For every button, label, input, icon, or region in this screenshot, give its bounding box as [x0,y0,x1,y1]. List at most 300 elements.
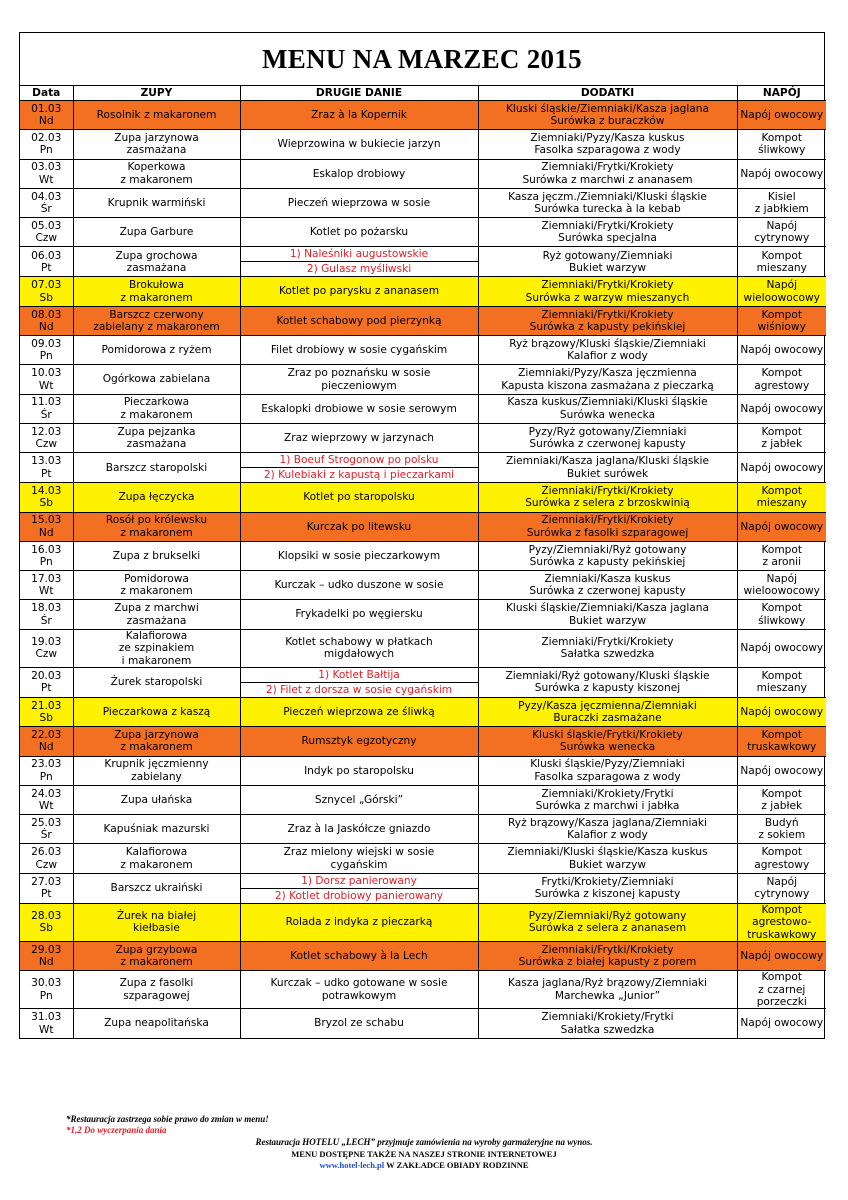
soup-cell [73,336,240,365]
date-value: 27.03 [31,875,62,888]
soup-cell-line: Rosół po królewsku [105,514,208,527]
menu-row [20,727,826,756]
drink-cell-line: Kompot [761,249,803,262]
main-cell-line: pieczeniowym [321,379,397,392]
menu-row [20,785,826,814]
main-cell-line: potrawkowym [321,989,397,1002]
drink-cell-line: Napój owocowy [740,642,824,655]
weekday-value: Nd [38,115,54,128]
soup-cell-line: Pomidorowa z ryżem [101,344,212,357]
menu-row [20,629,826,667]
date-value: 07.03 [31,279,62,292]
sides-cell-line: Bukiet warzyw [568,614,647,627]
soup-cell-line: Zupa grzybowa [115,943,198,956]
drink-cell-line: Kompot [761,903,803,916]
drink-cell [737,941,826,970]
main-cell [240,512,478,541]
drink-cell-line: agrestowy [754,379,810,392]
main-cell [240,483,478,512]
main-cell-line: Klopsiki w sosie pieczarkowym [277,549,441,562]
menu-row [20,336,826,365]
main-cell-line: Eskalopki drobiowe w sosie serowym [261,402,457,415]
soup-cell-line: z makaronem [120,956,193,969]
weekday-value: Nd [38,956,54,969]
drink-cell [737,218,826,247]
soup-cell-line: Żurek staropolski [110,676,203,689]
drink-cell-line: Kompot [761,787,803,800]
date-value: 14.03 [31,485,62,497]
date-cell [20,600,73,629]
date-cell [20,844,73,873]
date-value: 02.03 [31,132,62,145]
sides-cell [478,159,737,188]
weekday-value: Śr [40,614,52,627]
soup-cell [73,159,240,188]
weekday-value: Nd [38,320,54,333]
date-cell [20,394,73,423]
sides-cell-line: Kalafior z wody [567,829,648,842]
soup-cell [73,844,240,873]
drink-cell [737,130,826,159]
soup-cell-line: Zupa ułańska [120,793,193,806]
website-link[interactable]: www.hotel-lech.pl [319,1160,385,1170]
menu-row [20,541,826,570]
sides-cell [478,903,737,941]
main-cell [240,1009,478,1038]
drink-cell-line: mieszany [756,261,807,274]
weekday-value: Sb [39,922,53,935]
main-cell-line: Rolada z indyka z pieczarką [285,916,433,929]
soup-cell [73,306,240,335]
sides-cell-line: Ryż gotowany/Ziemniaki [542,249,673,262]
header-soup: ZUPY [73,86,240,101]
date-cell [20,785,73,814]
soup-cell [73,453,240,483]
main-cell-line: Kotlet po staropolsku [303,491,415,504]
drink-cell-line: Kisiel [767,190,796,203]
date-cell [20,727,73,756]
main-cell-line: Rumsztyk egzotyczny [301,735,417,748]
sides-cell-line: Surówka wenecka [559,408,656,421]
drink-cell-line: Kompot [761,425,803,438]
date-cell [20,218,73,247]
main-option: 1) Naleśniki augustowskie [241,247,478,262]
main-option: 1) Dorsz panierowany [241,874,478,889]
soup-cell-line: Zupa neapolitańska [104,1017,209,1030]
menu-row [20,512,826,541]
footer-online: MENU DOSTĘPNE TAKŻE NA NASZEJ STRONIE INTERNETOWEJ [291,1149,557,1159]
footer-orders: Restauracja HOTELU „LECH” przyjmuje zamówienia na wyroby garmażeryjne na wynos. [255,1137,593,1147]
menu-row [20,394,826,423]
soup-cell [73,101,240,130]
menu-row [20,218,826,247]
sides-cell-line: Bukiet warzyw [568,858,647,871]
drink-cell-line: cytrynowy [754,888,810,901]
drink-cell [737,512,826,541]
date-cell [20,756,73,785]
main-cell-line: Kurczak – udko gotowane w sosie [270,977,448,990]
sides-cell [478,188,737,217]
date-value: 13.03 [31,455,62,468]
soup-cell-line: Krupnik warmiński [107,196,206,209]
weekday-value: Pn [39,556,53,568]
sides-cell [478,941,737,970]
main-cell [240,600,478,629]
main-cell [240,218,478,247]
date-value: 06.03 [31,249,62,262]
soup-cell [73,188,240,217]
drink-cell-line: mieszany [756,497,807,510]
main-cell-line: Zraz wieprzowy w jarzynach [284,431,434,444]
soup-cell-line: Pieczarkowa [123,396,190,409]
weekday-value: Nd [38,741,54,754]
sides-cell [478,277,737,306]
weekday-value: Sb [39,291,53,304]
sides-cell [478,247,737,277]
main-cell-line: Kotlet schabowy w płatkach [285,635,433,648]
main-cell [240,844,478,873]
main-cell [240,188,478,217]
sides-cell [478,453,737,483]
sides-cell-line: Ziemniaki/Krokiety/Frytki [541,787,674,800]
sides-cell-line: Surówka z marchwi i jabłka [535,800,680,812]
weekday-value: Śr [40,203,52,216]
drink-cell [737,101,826,130]
weekday-value: Sb [39,497,53,510]
soup-cell [73,218,240,247]
soup-cell-line: Kapuśniak mazurski [103,823,210,836]
main-cell [240,423,478,452]
main-cell [240,247,478,277]
sides-cell-line: Bukiet surówek [566,467,649,480]
main-cell [240,336,478,365]
sides-cell [478,756,737,785]
main-option: 2) Filet z dorsza w sosie cygańskim [265,683,453,696]
soup-cell-line: Zupa z marchwi [114,602,199,615]
soup-cell-line: Zupa Garbure [119,226,194,239]
drink-cell-line: Napój owocowy [740,764,824,777]
main-cell [240,903,478,941]
soup-cell-line: z makaronem [120,585,193,598]
sides-cell [478,571,737,600]
sides-cell-line: Sałatka szwedzka [560,648,655,661]
weekday-value: Pt [40,467,52,480]
drink-cell-line: truskawkowy [747,741,817,754]
soup-cell [73,815,240,844]
sides-cell-line: Pyzy/Kasza jęczmienna/Ziemniaki [518,699,697,712]
sides-cell [478,629,737,667]
soup-cell-line: kiełbasie [133,922,180,935]
drink-cell-line: Napój owocowy [740,461,824,474]
sides-cell [478,785,737,814]
date-value: 30.03 [31,977,62,990]
date-cell [20,159,73,188]
main-cell-line: Sznycel „Górski” [314,793,404,806]
sides-cell-line: Ziemniaki/Pyzy/Kasza kuskus [530,132,685,145]
main-cell [240,941,478,970]
soup-cell-line: Pomidorowa [124,572,189,585]
header-sides: DODATKI [478,86,737,101]
menu-row [20,941,826,970]
drink-cell-line: Kompot [761,846,803,859]
drink-cell [737,629,826,667]
main-cell [240,277,478,306]
soup-cell-line: Zupa jarzynowa [114,729,199,741]
sides-cell [478,512,737,541]
sides-cell-line: Surówka z czerwonej kapusty [529,438,686,451]
soup-cell-line: Ogórkowa zabielana [102,373,211,386]
drink-cell-line: Kompot [761,485,803,497]
drink-cell-line: porzeczki [756,996,807,1009]
soup-cell-line: z makaronem [120,858,193,871]
drink-cell-line: Kompot [761,602,803,615]
soup-cell-line: z makaronem [120,408,193,421]
weekday-value: Pn [39,770,53,783]
sides-cell [478,101,737,130]
menu-row [20,188,826,217]
main-cell-line: Kurczak – udko duszone w sosie [274,579,444,592]
sides-cell-line: Ziemniaki/Frytki/Krokiety [541,943,674,956]
date-cell [20,571,73,600]
sides-cell [478,971,737,1009]
soup-cell-line: Brokułowa [128,279,185,292]
drink-cell [737,159,826,188]
soup-cell-line: Kalafiorowa [125,629,188,642]
soup-cell-line: Barszcz ukraiński [110,882,203,895]
drink-cell [737,306,826,335]
date-cell [20,903,73,941]
drink-cell-line: wieloowocowy [743,291,820,304]
drink-cell-line: Kompot [761,132,803,145]
soup-cell-line: Koperkowa [127,161,186,174]
main-cell [240,453,478,483]
sides-cell-line: Ryż brązowy/Kasza jaglana/Ziemniaki [508,816,707,829]
sides-cell-line: Surówka z fasolki szparagowej [526,526,689,539]
sides-cell-line: Ziemniaki/Frytki/Krokiety [541,635,674,648]
menu-row [20,815,826,844]
date-cell [20,697,73,726]
sides-cell-line: Kluski śląskie/Frytki/Krokiety [532,729,683,741]
main-cell [240,365,478,394]
sides-cell-line: Ziemniaki/Frytki/Krokiety [541,485,674,497]
date-value: 10.03 [31,367,62,380]
drink-cell [737,453,826,483]
weekday-value: Pn [39,350,53,363]
weekday-value: Wt [38,173,54,186]
main-cell-line: Filet drobiowy w sosie cygańskim [270,344,448,357]
main-cell [240,667,478,697]
sides-cell [478,306,737,335]
main-cell-line: Kurczak po litewsku [306,520,412,533]
sides-cell [478,815,737,844]
date-cell [20,336,73,365]
sides-cell-line: Ziemniaki/Frytki/Krokiety [541,219,674,232]
drink-cell-line: Napój owocowy [740,949,824,962]
soup-cell [73,697,240,726]
weekday-value: Pt [40,682,52,695]
footer-note-availability: *1,2 Do wyczerpania dania [66,1125,167,1135]
menu-table [20,86,826,1038]
drink-cell-line: śliwkowy [758,614,806,627]
date-value: 15.03 [31,514,62,527]
date-cell [20,971,73,1009]
main-cell-line: Frykadelki po węgiersku [295,608,423,621]
menu-frame [19,32,825,1039]
soup-cell-line: zabielany z makaronem [93,320,220,333]
sides-cell [478,873,737,903]
sides-cell [478,844,737,873]
header-main: DRUGIE DANIE [240,86,478,101]
soup-cell-line: Kalafiorowa [125,846,188,859]
date-cell [20,423,73,452]
date-value: 08.03 [31,308,62,321]
header-row [20,86,826,101]
drink-cell-line: agrestowo- [752,916,812,929]
drink-cell-line: śliwkowy [758,144,806,157]
main-cell-line: Pieczeń wieprzowa w sosie [287,196,431,209]
date-cell [20,629,73,667]
soup-cell [73,971,240,1009]
date-value: 28.03 [31,909,62,922]
soup-cell-line: Krupnik jęczmienny [104,758,209,771]
soup-cell [73,394,240,423]
sides-cell [478,394,737,423]
drink-cell [737,365,826,394]
sides-cell-line: Pyzy/Ziemniaki/Ryż gotowany [528,909,687,922]
drink-cell-line: mieszany [756,682,807,695]
drink-cell [737,336,826,365]
date-value: 01.03 [31,102,62,115]
drink-cell [737,247,826,277]
menu-row [20,697,826,726]
sides-cell-line: Ziemniaki/Frytki/Krokiety [541,514,674,527]
date-cell [20,453,73,483]
date-value: 22.03 [31,729,62,741]
soup-cell-line: i makaronem [121,654,192,667]
drink-cell-line: Napój owocowy [740,108,824,121]
date-value: 26.03 [31,846,62,859]
sides-cell-line: Buraczki zasmażane [553,712,662,725]
sides-cell [478,130,737,159]
soup-cell [73,903,240,941]
soup-cell-line: zabielany [131,770,182,783]
sides-cell-line: Surówka z warzyw mieszanych [525,291,690,304]
drink-cell-line: z sokiem [758,829,806,842]
soup-cell-line: Zupa łęczycka [118,491,195,504]
soup-cell [73,727,240,756]
drink-cell [737,971,826,1009]
main-cell [240,571,478,600]
sides-cell-line: Ziemniaki/Kasza kuskus [544,572,671,585]
soup-cell [73,130,240,159]
date-value: 05.03 [31,219,62,232]
sides-cell-line: Ziemniaki/Krokiety/Frytki [541,1011,674,1024]
soup-cell-line: Pieczarkowa z kaszą [102,705,211,718]
drink-cell [737,483,826,512]
soup-cell-line: Zupa z fasolki [119,977,194,990]
main-cell [240,756,478,785]
drink-cell-line: Kompot [761,308,803,321]
sides-cell-line: Surówka z kapusty pekińskiej [529,556,686,568]
weekday-value: Wt [38,379,54,392]
sides-cell-line: Ziemniaki/Kasza jaglana/Kluski śląskie [505,455,710,468]
drink-cell-line: wiśniowy [757,320,806,333]
menu-row [20,130,826,159]
sides-cell-line: Sałatka szwedzka [560,1023,655,1036]
soup-cell-line: zasmażana [126,438,187,451]
drink-cell [737,844,826,873]
sides-cell-line: Kluski śląskie/Ziemniaki/Kasza jaglana [505,602,710,615]
main-option: 2) Kotlet drobiowy panierowany [274,889,444,902]
menu-row [20,306,826,335]
sides-cell [478,423,737,452]
drink-cell [737,756,826,785]
soup-cell-line: z makaronem [120,291,193,304]
sides-cell-line: Ryż brązowy/Kluski śląskie/Ziemniaki [509,337,706,350]
weekday-value: Pn [39,989,53,1002]
menu-row [20,903,826,941]
drink-cell-line: Kompot [761,971,803,984]
date-cell [20,941,73,970]
drink-cell [737,188,826,217]
soup-cell-line: Zupa grochowa [115,249,198,262]
drink-cell [737,1009,826,1038]
sides-cell [478,483,737,512]
soup-cell-line: zasmażana [126,261,187,274]
soup-cell-line: zasmażana [126,144,187,157]
drink-cell-line: wieloowocowy [743,585,820,598]
sides-cell-line: Ziemniaki/Frytki/Krokiety [541,161,674,174]
menu-title: MENU NA MARZEC 2015 [20,33,824,86]
sides-cell-line: Surówka z kapusty pekińskiej [529,320,686,333]
weekday-value: Czw [35,438,58,451]
sides-cell-line: Pyzy/Ryż gotowany/Ziemniaki [528,425,687,438]
soup-cell-line: Rosolnik z makaronem [96,108,217,121]
sides-cell-line: Ziemniaki/Kluski śląskie/Kasza kuskus [507,846,708,859]
date-cell [20,1009,73,1038]
date-cell [20,815,73,844]
drink-cell [737,873,826,903]
date-value: 12.03 [31,425,62,438]
drink-cell-line: z jabłkiem [754,203,809,216]
sides-cell-line: Kapusta kiszona zasmażana z pieczarką [501,379,714,392]
weekday-value: Czw [35,858,58,871]
menu-row [20,101,826,130]
sides-cell [478,667,737,697]
drink-cell-line: z aronii [762,556,802,568]
sides-cell [478,727,737,756]
main-cell [240,130,478,159]
drink-cell-line: Napój [766,875,798,888]
soup-cell-line: szparagowej [123,989,190,1002]
weekday-value: Wt [38,585,54,598]
sides-cell-line: Fasolka szparagowa z wody [534,770,681,783]
drink-cell-line: Napój owocowy [740,402,824,415]
date-cell [20,512,73,541]
sides-cell-line: Kasza jaglana/Ryż brązowy/Ziemniaki [508,977,707,990]
main-cell [240,306,478,335]
sides-cell-line: Kalafior z wody [567,350,648,363]
sides-cell-line: Bukiet warzyw [568,261,647,274]
main-option: 1) Kotlet Bałtija [241,668,478,683]
drink-cell [737,600,826,629]
weekday-value: Czw [35,232,58,245]
sides-cell-line: Surówka specjalna [558,232,657,245]
soup-cell [73,571,240,600]
menu-row [20,277,826,306]
soup-cell [73,365,240,394]
drink-cell [737,571,826,600]
